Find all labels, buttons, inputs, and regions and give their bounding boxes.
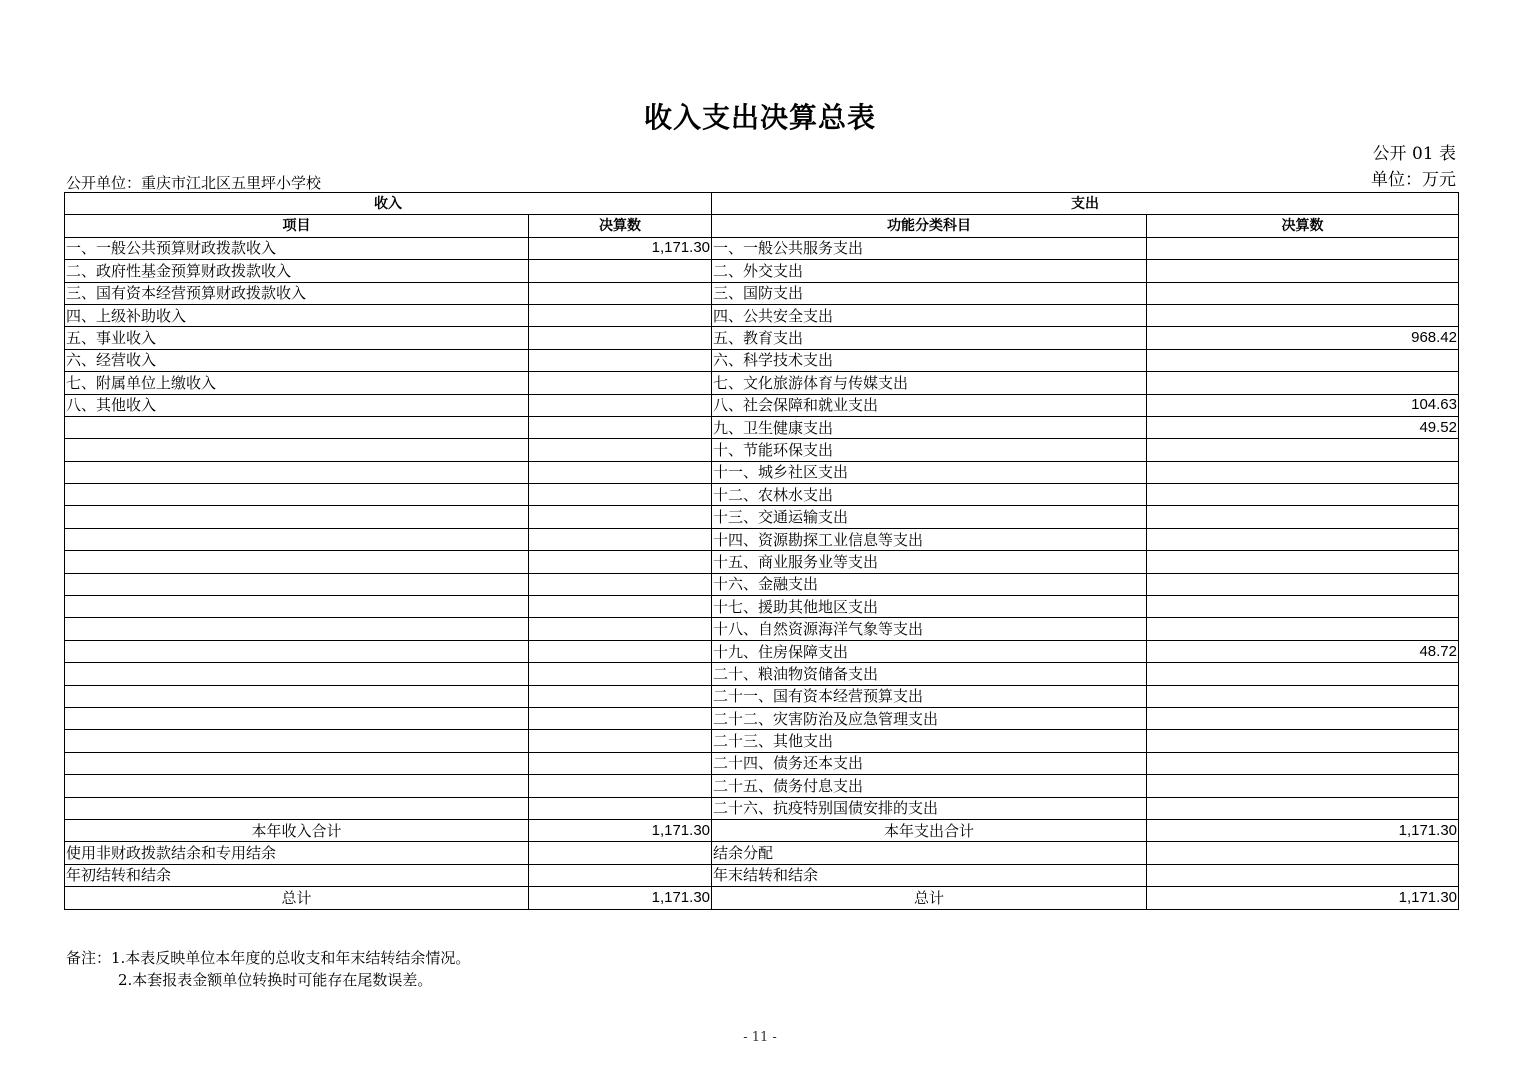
expense-item-cell: 十一、城乡社区支出 <box>712 461 1147 483</box>
grand-total-value-right: 1,171.30 <box>1147 887 1459 909</box>
income-item-cell <box>65 484 529 506</box>
income-item-cell <box>65 416 529 438</box>
begin-carryover-label: 年初结转和结余 <box>65 864 529 886</box>
expense-amount-cell <box>1147 528 1459 550</box>
note-1: 备注：1.本表反映单位本年度的总收支和年末结转结余情况。 <box>66 949 471 967</box>
table-row <box>65 416 1459 438</box>
table-row <box>65 663 1459 685</box>
table-row <box>65 282 1459 304</box>
income-item-cell: 二、政府性基金预算财政拨款收入 <box>65 260 529 282</box>
income-amount-cell <box>529 461 712 483</box>
income-amount-cell <box>529 640 712 662</box>
expense-amount-cell <box>1147 797 1459 819</box>
expense-amount-cell <box>1147 304 1459 326</box>
income-item-cell: 六、经营收入 <box>65 349 529 371</box>
function-header: 功能分类科目 <box>712 215 1147 237</box>
expense-item-cell: 十四、资源勘探工业信息等支出 <box>712 528 1147 550</box>
expense-amount-cell <box>1147 461 1459 483</box>
table-row <box>65 707 1459 729</box>
expense-amount-cell <box>1147 618 1459 640</box>
expense-item-cell: 八、社会保障和就业支出 <box>712 394 1147 416</box>
income-item-cell <box>65 752 529 774</box>
budget-table <box>64 192 1459 910</box>
income-item-cell <box>65 506 529 528</box>
notes <box>66 947 470 991</box>
table-row <box>65 439 1459 461</box>
income-item-cell <box>65 618 529 640</box>
expense-amount-cell: 48.72 <box>1147 640 1459 662</box>
expense-amount-cell <box>1147 372 1459 394</box>
table-row <box>65 618 1459 640</box>
expense-item-cell: 三、国防支出 <box>712 282 1147 304</box>
income-amount-cell <box>529 260 712 282</box>
table-row <box>65 752 1459 774</box>
expense-amount-cell <box>1147 439 1459 461</box>
expense-item-cell: 四、公共安全支出 <box>712 304 1147 326</box>
year-expense-label: 本年支出合计 <box>712 819 1147 841</box>
surplus-distribution-label: 结余分配 <box>712 842 1147 864</box>
table-row <box>65 349 1459 371</box>
org-label: 公开单位：重庆市江北区五里坪小学校 <box>66 174 322 192</box>
carryover-row <box>65 864 1459 886</box>
income-item-cell <box>65 596 529 618</box>
income-amount-header: 决算数 <box>529 215 712 237</box>
income-item-cell <box>65 730 529 752</box>
expense-header: 支出 <box>712 193 1459 215</box>
expense-item-cell: 十三、交通运输支出 <box>712 506 1147 528</box>
table-row <box>65 372 1459 394</box>
income-amount-cell <box>529 349 712 371</box>
expense-amount-cell <box>1147 730 1459 752</box>
note-2: 2.本套报表金额单位转换时可能存在尾数误差。 <box>118 971 433 989</box>
table-row <box>65 573 1459 595</box>
income-amount-cell <box>529 685 712 707</box>
surplus-distribution-value <box>1147 842 1459 864</box>
income-amount-cell <box>529 551 712 573</box>
table-row <box>65 640 1459 662</box>
income-amount-cell <box>529 775 712 797</box>
income-item-cell <box>65 439 529 461</box>
header-column-row <box>65 215 1459 237</box>
expense-item-cell: 十六、金融支出 <box>712 573 1147 595</box>
expense-amount-cell <box>1147 349 1459 371</box>
table-row <box>65 528 1459 550</box>
income-item-cell <box>65 640 529 662</box>
expense-amount-cell <box>1147 237 1459 259</box>
expense-amount-cell <box>1147 752 1459 774</box>
table-row <box>65 484 1459 506</box>
table-body <box>65 237 1459 819</box>
table-row <box>65 327 1459 349</box>
income-item-cell: 四、上级补助收入 <box>65 304 529 326</box>
table-row <box>65 237 1459 259</box>
expense-item-cell: 二十五、债务付息支出 <box>712 775 1147 797</box>
grand-total-label-left: 总计 <box>65 887 529 909</box>
grand-total-label-right: 总计 <box>712 887 1147 909</box>
nonfiscal-row <box>65 842 1459 864</box>
income-item-cell <box>65 707 529 729</box>
income-amount-cell <box>529 596 712 618</box>
expense-amount-cell <box>1147 484 1459 506</box>
table-row <box>65 775 1459 797</box>
expense-item-cell: 十、节能环保支出 <box>712 439 1147 461</box>
income-item-cell: 一、一般公共预算财政拨款收入 <box>65 237 529 259</box>
page-title: 收入支出决算总表 <box>643 101 876 134</box>
expense-item-cell: 二十六、抗疫特别国债安排的支出 <box>712 797 1147 819</box>
begin-carryover-value <box>529 864 712 886</box>
income-amount-cell <box>529 439 712 461</box>
income-item-cell <box>65 775 529 797</box>
table-row <box>65 394 1459 416</box>
page-number: - 11 - <box>743 1030 777 1045</box>
income-item-cell <box>65 663 529 685</box>
year-income-value: 1,171.30 <box>529 819 712 841</box>
expense-amount-cell <box>1147 260 1459 282</box>
table-row <box>65 551 1459 573</box>
income-amount-cell <box>529 797 712 819</box>
expense-amount-cell <box>1147 663 1459 685</box>
expense-item-cell: 一、一般公共服务支出 <box>712 237 1147 259</box>
income-amount-cell <box>529 528 712 550</box>
nonfiscal-value <box>529 842 712 864</box>
expense-item-cell: 六、科学技术支出 <box>712 349 1147 371</box>
end-carryover-label: 年末结转和结余 <box>712 864 1147 886</box>
expense-item-cell: 十五、商业服务业等支出 <box>712 551 1147 573</box>
income-amount-cell <box>529 372 712 394</box>
expense-amount-cell <box>1147 506 1459 528</box>
income-amount-cell <box>529 484 712 506</box>
expense-amount-cell <box>1147 551 1459 573</box>
expense-item-cell: 五、教育支出 <box>712 327 1147 349</box>
expense-amount-header: 决算数 <box>1147 215 1459 237</box>
expense-amount-cell <box>1147 282 1459 304</box>
expense-item-cell: 九、卫生健康支出 <box>712 416 1147 438</box>
table-row <box>65 506 1459 528</box>
year-total-row <box>65 819 1459 841</box>
expense-item-cell: 二十四、债务还本支出 <box>712 752 1147 774</box>
income-amount-cell <box>529 707 712 729</box>
income-amount-cell <box>529 304 712 326</box>
income-item-cell <box>65 685 529 707</box>
expense-amount-cell <box>1147 685 1459 707</box>
year-income-label: 本年收入合计 <box>65 819 529 841</box>
expense-amount-cell: 49.52 <box>1147 416 1459 438</box>
income-item-cell: 三、国有资本经营预算财政拨款收入 <box>65 282 529 304</box>
expense-item-cell: 二十一、国有资本经营预算支出 <box>712 685 1147 707</box>
expense-amount-cell: 104.63 <box>1147 394 1459 416</box>
income-item-cell <box>65 461 529 483</box>
table-number: 公开 01 表 <box>1372 144 1456 164</box>
item-header: 项目 <box>65 215 529 237</box>
table-row <box>65 260 1459 282</box>
income-item-cell <box>65 797 529 819</box>
expense-item-cell: 十二、农林水支出 <box>712 484 1147 506</box>
end-carryover-value <box>1147 864 1459 886</box>
unit-label: 单位：万元 <box>1371 170 1456 190</box>
table-row <box>65 730 1459 752</box>
income-item-cell: 七、附属单位上缴收入 <box>65 372 529 394</box>
income-item-cell <box>65 528 529 550</box>
income-item-cell <box>65 551 529 573</box>
expense-amount-cell <box>1147 775 1459 797</box>
income-amount-cell <box>529 663 712 685</box>
income-amount-cell <box>529 416 712 438</box>
nonfiscal-label: 使用非财政拨款结余和专用结余 <box>65 842 529 864</box>
income-item-cell <box>65 573 529 595</box>
table-row <box>65 596 1459 618</box>
expense-item-cell: 二十三、其他支出 <box>712 730 1147 752</box>
expense-amount-cell <box>1147 596 1459 618</box>
income-header: 收入 <box>65 193 712 215</box>
grand-total-row <box>65 887 1459 909</box>
year-expense-value: 1,171.30 <box>1147 819 1459 841</box>
expense-amount-cell: 968.42 <box>1147 327 1459 349</box>
table-row <box>65 685 1459 707</box>
expense-item-cell: 二十二、灾害防治及应急管理支出 <box>712 707 1147 729</box>
expense-item-cell: 十九、住房保障支出 <box>712 640 1147 662</box>
income-amount-cell <box>529 573 712 595</box>
income-amount-cell <box>529 618 712 640</box>
expense-item-cell: 二十、粮油物资储备支出 <box>712 663 1147 685</box>
table-row <box>65 797 1459 819</box>
income-amount-cell <box>529 506 712 528</box>
grand-total-value-left: 1,171.30 <box>529 887 712 909</box>
expense-item-cell: 二、外交支出 <box>712 260 1147 282</box>
income-amount-cell <box>529 327 712 349</box>
income-amount-cell <box>529 730 712 752</box>
table-row <box>65 461 1459 483</box>
expense-item-cell: 十七、援助其他地区支出 <box>712 596 1147 618</box>
totals-body <box>65 819 1459 909</box>
expense-item-cell: 十八、自然资源海洋气象等支出 <box>712 618 1147 640</box>
income-item-cell: 八、其他收入 <box>65 394 529 416</box>
expense-amount-cell <box>1147 707 1459 729</box>
income-amount-cell <box>529 752 712 774</box>
header-group-row <box>65 193 1459 215</box>
table-row <box>65 304 1459 326</box>
expense-item-cell: 七、文化旅游体育与传媒支出 <box>712 372 1147 394</box>
income-amount-cell <box>529 282 712 304</box>
income-amount-cell <box>529 394 712 416</box>
income-item-cell: 五、事业收入 <box>65 327 529 349</box>
expense-amount-cell <box>1147 573 1459 595</box>
income-amount-cell: 1,171.30 <box>529 237 712 259</box>
